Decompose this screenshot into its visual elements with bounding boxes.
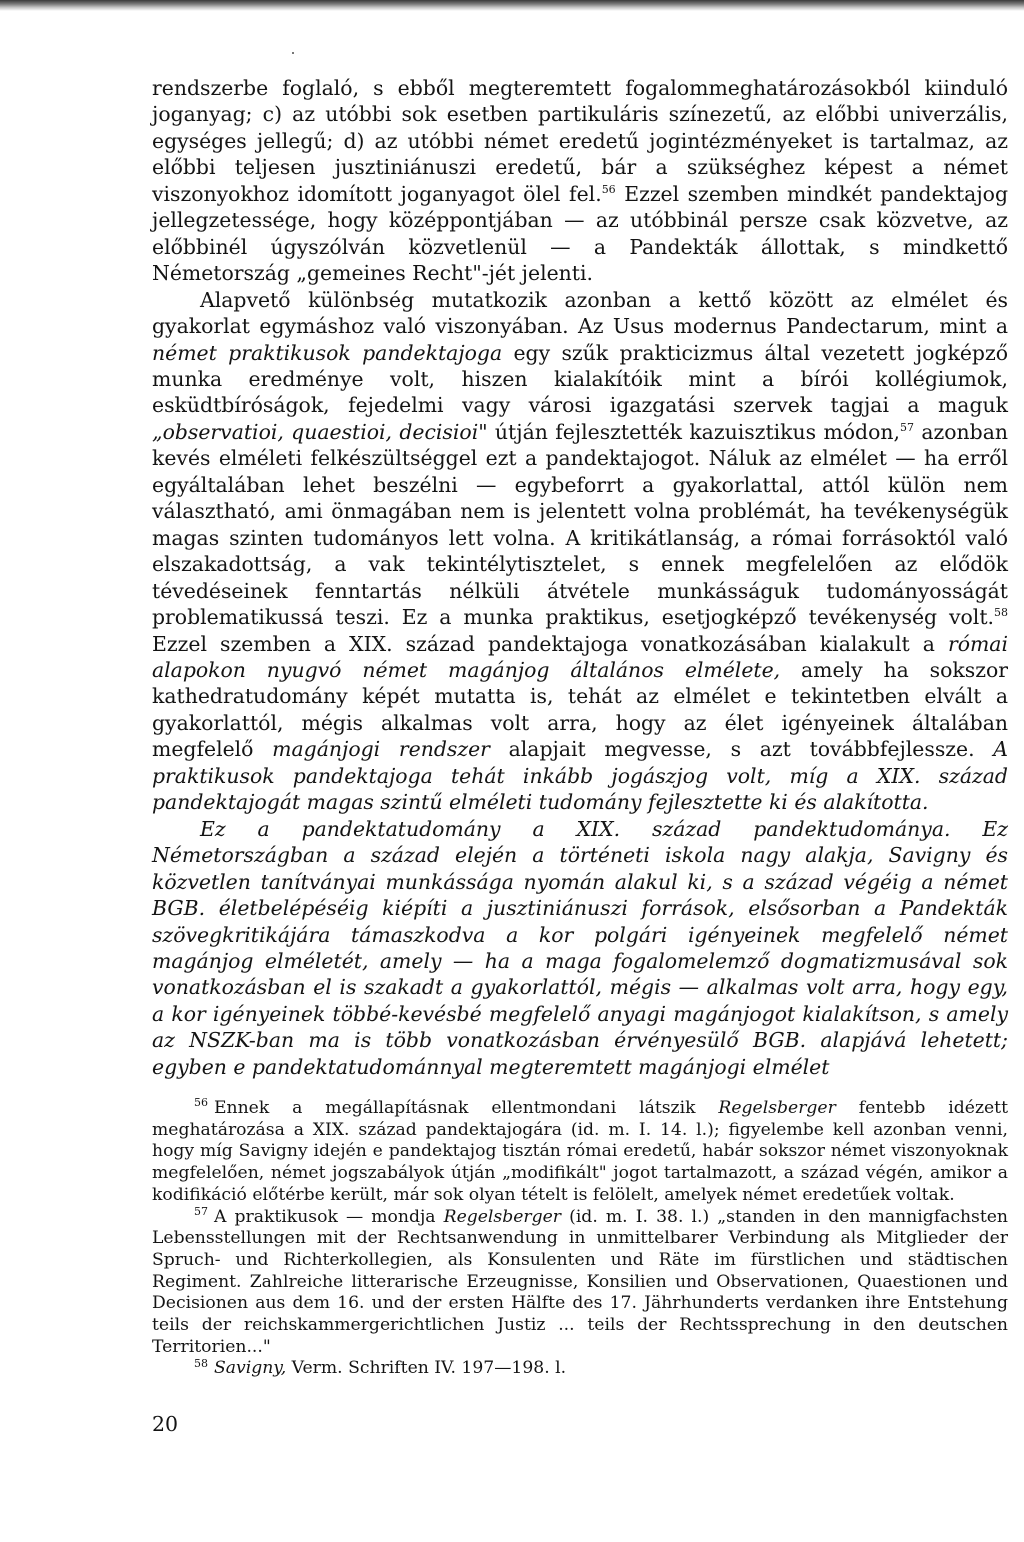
footnote-ref-57: 57: [900, 421, 914, 435]
p1-text-cont: Ezzel szemben mindkét pandektajog jellegzetessége, hogy középpontjában — az utóbbinál persze csak közvetve, az előbbinél úgyszólván közvetlenül — a Pandekták állottak, s mindkettő Németország „gemeines Recht"-jét jelenti.: [152, 181, 1008, 286]
footnote-text: Verm. Schriften IV. 197—198. l.: [286, 1358, 567, 1379]
p2-italic: A praktikusok pandektajoga tehát inkább jogászjog volt, míg a XIX. század pandektajogát magas szintű elméleti tudomány fejlesztette ki és alakította.: [152, 737, 1009, 815]
p2-italic: római alapokon nyugvó német magánjog általános elmélete,: [152, 631, 1008, 682]
footnote-56: [152, 1098, 1008, 1207]
p2-text: útján fejlesztették kazuisztikus módon,: [487, 419, 900, 444]
footnote-ref-58: 58: [994, 606, 1008, 620]
footnote-58: [152, 1358, 1008, 1380]
footnote-italic: Regelsberger: [443, 1206, 562, 1227]
footnote-number: 58: [194, 1356, 208, 1370]
paragraph-2: [152, 287, 1008, 816]
p2-text: amely ha sokszor kathedratudomány képét mutatta is, tehát az elmélet e tekintetben elvált a gyakorlattól, mégis alkalmas volt arra, hogy az élet igényeinek általában megfelelő: [152, 657, 1008, 762]
footnote-57: [152, 1204, 1008, 1359]
footnote-italic: Savigny,: [214, 1358, 287, 1379]
footnote-text: (id. m. I. 38. l.) „standen in den mannigfachsten Lebensstellungen mit der Rechtsanwendung in unmittelbarer Verbindung als Mitglieder der Spruch- und Richterkollegien, als Konsulenten und Räte im fürstlichen und städtischen Regiment. Zahlreiche litterarische Erzeugnisse, Konsilien und Observationen, Quaestionen und Decisionen aus dem 16. und der ersten Hälfte des 17. Jährhunderts verdanken ihre Entstehung teils der reichskammergerichtlichen Justiz ... teils der Rechtssprechung in den deutschen Territorien...": [152, 1206, 1008, 1357]
main-text: [152, 75, 1008, 1080]
p3-italic: Ez a pandektatudomány a XIX. század pandektudománya. Ez Németországban a század elején a történeti iskola nagy alakja, Savigny és közvetlen tanítványai munkássága nyomán alakul ki, s a század végéig a német BGB. életbelépéséig kiépíti a jusztiniánuszi források, elsősorban a Pandekták szövegkritikájára támaszkodva a kor polgári igényeinek megfelelő német magánjog elméletét, amely — ha a maga fogalomelemző dogmatizmusával sok vonatkozásban el is szakadt a gyakorlattól, mégis — alkalmas volt arra, hogy egy, a kor igényeinek többé-kevésbé megfelelő anyagi magánjogot kialakítson, s amely az NSZK-ban ma is több vonatkozásban érvényesülő BGB. alapjává lehetett; egyben e pandektatudománnyal megteremtett magánjogi elmélet: [152, 816, 1008, 1079]
scan-speck: [292, 52, 294, 54]
footnotes: [152, 1098, 1008, 1380]
p1-text: rendszerbe foglaló, s ebből megteremtett fogalommeghatározásokból kiinduló joganyag; c) az utóbbi sok esetben partikuláris színezetű, az előbbi univerzális, egységes jellegű; d) az utóbbi német eredetű jogintézményeket is tartalmaz, az előbbi teljesen jusztiniánuszi eredetű, bár a szükséghez képest a német viszonyokhoz idomított joganyagot ölel fel.: [152, 76, 1008, 206]
p2-italic: magánjogi rendszer: [272, 737, 490, 762]
p2-text: egy szűk prakticizmus által vezetett jogképző munka eredménye volt, hiszen kialakítóik mint a bírói kollégiumok, esküdtbíróságok, fejedelmi vagy városi igazgatási szervek tagjai a maguk: [152, 340, 1008, 418]
scan-top-edge: [0, 0, 1024, 11]
footnote-number: 57: [194, 1204, 208, 1218]
p2-italic: „observatioi, quaestioi, decisioi": [152, 419, 488, 444]
p2-text: Alapvető különbség mutatkozik azonban a kettő között az elmélet és gyakorlat egymáshoz való viszonyában. Az Usus modernus Pandectarum, mint a: [152, 287, 1008, 339]
footnote-text: fentebb idézett meghatározása a XIX. század pandektajogára (id. m. I. 14. l.); figyelembe kell azonban venni, hogy míg Savigny idején e pandektajog tisztán római eredetű, habár sokszor német viszonyoknak megfelelően, német jogszabályok útján „modifikált" jogot tartalmazott, a század végén, amikor a kodifikáció előtérbe került, már sok olyan tételt is felölelt, amelyek német eredetűek voltak.: [152, 1098, 1008, 1205]
footnote-text: A praktikusok — mondja: [214, 1206, 444, 1227]
footnote-number: 56: [194, 1096, 208, 1110]
page-number: 20: [152, 1412, 179, 1436]
p2-italic: német praktikusok pandektajoga: [152, 340, 503, 365]
p2-text: azonban kevés elméleti felkészültséggel ezt a pandektajogot. Náluk az elmélet — ha erről egyáltalában lehet beszélni — egybeforrt a gyakorlattal, attól külön nem választható, ami önmagában nem is jelentett volna problémát, ha tevékenységük magas szinten tudományos lett volna. A kritikátlanság, a római forrásoktól való elszakadottság, a vak tekintélytisztelet, s ennek megfelelően az elődök tévedéseinek fenntartás nélküli átvétele munkásságuk tudományosságát problematikussá teszi. Ez a munka praktikus, esetjogképző tevékenység volt.: [152, 419, 1008, 630]
p2-text: Ezzel szemben a XIX. század pandektajoga vonatkozásában kialakult a: [152, 631, 948, 656]
paragraph-3: [152, 816, 1008, 1081]
footnote-italic: Regelsberger: [718, 1098, 836, 1118]
paragraph-1: [152, 75, 1008, 287]
p2-text: alapjait megvesse, s azt továbbfejlessze.: [489, 737, 994, 762]
footnote-text: Ennek a megállapításnak ellentmondani látszik: [214, 1098, 719, 1118]
footnote-ref-56: 56: [601, 183, 616, 197]
